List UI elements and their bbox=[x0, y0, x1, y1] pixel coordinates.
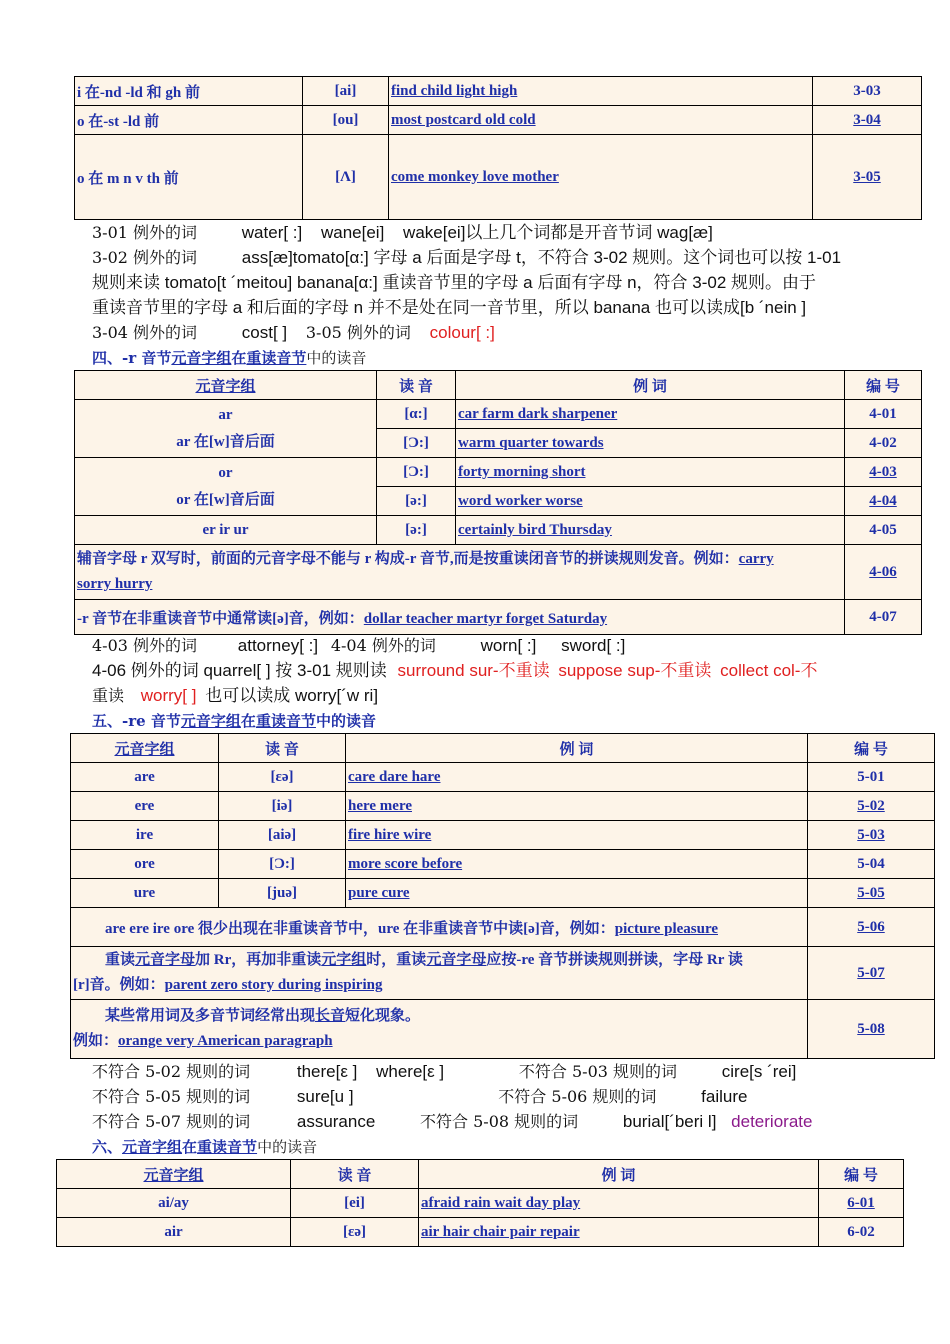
example-words[interactable]: come monkey love mother bbox=[389, 135, 813, 220]
table-row bbox=[71, 1000, 935, 1059]
phonetic: [ai] bbox=[303, 77, 389, 106]
example-words[interactable]: more score before bbox=[346, 850, 808, 879]
table-header bbox=[71, 734, 935, 763]
rule-code[interactable]: 5-08 bbox=[808, 1000, 935, 1059]
table-row bbox=[71, 792, 935, 821]
table-section-4 bbox=[74, 370, 922, 635]
header-example: 例 词 bbox=[419, 1160, 819, 1189]
table-row bbox=[75, 600, 922, 635]
example-words[interactable]: orange very American paragraph bbox=[118, 1033, 333, 1049]
table-row bbox=[71, 947, 935, 1000]
table-row bbox=[57, 1189, 904, 1218]
table-section-6 bbox=[56, 1159, 904, 1247]
example-words[interactable]: forty morning short bbox=[456, 458, 845, 487]
table-row bbox=[57, 1218, 904, 1247]
header-code: 编 号 bbox=[808, 734, 935, 763]
table-row bbox=[71, 908, 935, 947]
table-row bbox=[75, 516, 922, 545]
rule-code[interactable]: 5-05 bbox=[808, 879, 935, 908]
phonetic: [ə:] bbox=[377, 516, 456, 545]
example-words[interactable]: certainly bird Thursday bbox=[456, 516, 845, 545]
table-row bbox=[71, 763, 935, 792]
header-example: 例 词 bbox=[456, 371, 845, 400]
header-phon: 读 音 bbox=[219, 734, 346, 763]
table-row bbox=[75, 77, 922, 106]
rule-description: are ere ire ore 很少出现在非重读音节中，ure 在非重读音节中读[ə]音，例如：picture pleasure bbox=[71, 908, 808, 947]
phonetic: [Ɔ:] bbox=[219, 850, 346, 879]
example-words[interactable]: word worker worse bbox=[456, 487, 845, 516]
table-row bbox=[75, 135, 922, 220]
example-words[interactable]: sorry hurry bbox=[77, 576, 153, 592]
table-row bbox=[75, 106, 922, 135]
table-row bbox=[71, 850, 935, 879]
example-words[interactable]: car farm dark sharpener bbox=[456, 400, 845, 429]
phonetic: [juə] bbox=[219, 879, 346, 908]
rule-code[interactable]: 5-06 bbox=[808, 908, 935, 947]
vowel-group: or or 在[w]音后面 bbox=[75, 458, 377, 516]
vowel-group: air bbox=[57, 1218, 291, 1247]
vowel-group: o 在-st -ld 前 bbox=[75, 106, 303, 135]
phonetic: [Ɔ:] bbox=[377, 458, 456, 487]
section-heading: 六、元音字组在重读音节中的读音 bbox=[92, 1138, 318, 1156]
rule-code[interactable]: 4-03 bbox=[845, 458, 922, 487]
example-words[interactable]: carry bbox=[738, 551, 774, 567]
rule-code: 6-02 bbox=[819, 1218, 904, 1247]
table-section-3 bbox=[74, 76, 922, 220]
table-row bbox=[71, 879, 935, 908]
vowel-group: ere bbox=[71, 792, 219, 821]
vowel-group: ire bbox=[71, 821, 219, 850]
exception-note: 4-03 例外的词 attorney[ :] 4-04 例外的词 worn[ :] sword[ :] bbox=[92, 636, 626, 655]
table-row bbox=[71, 821, 935, 850]
rule-code[interactable]: 5-07 bbox=[808, 947, 935, 1000]
rule-code[interactable]: 4-06 bbox=[845, 545, 922, 600]
section-heading: 五、-re 音节元音字组在重读音节中的读音 bbox=[92, 712, 376, 730]
phonetic: [aiə] bbox=[219, 821, 346, 850]
phonetic: [iə] bbox=[219, 792, 346, 821]
exception-note: 3-04 例外的词 cost[ ] 3-05 例外的词 colour[ :] bbox=[92, 323, 495, 342]
vowel-group: er ir ur bbox=[75, 516, 377, 545]
exception-note: 3-01 例外的词 water[ :] wane[ei] wake[ei]以上几个词都是开音节词 wag[æ] bbox=[92, 223, 713, 242]
section-heading: 四、-r 音节元音字组在重读音节中的读音 bbox=[92, 349, 367, 367]
rule-code[interactable]: 6-01 bbox=[819, 1189, 904, 1218]
vowel-group: ai/ay bbox=[57, 1189, 291, 1218]
phonetic: [εə] bbox=[219, 763, 346, 792]
note-text: 重读音节里的字母 a 和后面的字母 n 并不是处在同一音节里，所以 banana 也可以读成[b ´nein ] bbox=[92, 298, 807, 317]
example-words[interactable]: care dare hare bbox=[346, 763, 808, 792]
rule-code: 5-04 bbox=[808, 850, 935, 879]
example-words[interactable]: parent zero story during inspiring bbox=[164, 977, 383, 993]
phonetic: [ə:] bbox=[377, 487, 456, 516]
example-words[interactable]: most postcard old cold bbox=[389, 106, 813, 135]
example-words[interactable]: here mere bbox=[346, 792, 808, 821]
header-phon: 读 音 bbox=[291, 1160, 419, 1189]
exception-note: 4-06 例外的词 quarrel[ ] 按 3-01 规则读 surround sur-不重读 suppose sup-不重读 collect col-不 bbox=[92, 661, 818, 680]
table-row bbox=[75, 458, 922, 487]
vowel-group: ar ar 在[w]音后面 bbox=[75, 400, 377, 458]
exception-note: 不符合 5-02 规则的词 there[ε ] where[ε ] 不符合 5-03 规则的词 cire[s ´rei] bbox=[92, 1062, 797, 1081]
example-words[interactable]: air hair chair pair repair bbox=[419, 1218, 819, 1247]
rule-code: 3-03 bbox=[813, 77, 922, 106]
rule-code: 4-07 bbox=[845, 600, 922, 635]
phonetic: [Λ] bbox=[303, 135, 389, 220]
rule-code[interactable]: 5-02 bbox=[808, 792, 935, 821]
phonetic: [α:] bbox=[377, 400, 456, 429]
vowel-group: i 在-nd -ld 和 gh 前 bbox=[75, 77, 303, 106]
exception-note: 3-02 例外的词 ass[æ]tomato[α:] 字母 a 后面是字母 t，不符合 3-02 规则。这个词也可以按 1-01 bbox=[92, 248, 842, 267]
table-section-5 bbox=[70, 733, 935, 1059]
rule-code: 4-02 bbox=[845, 429, 922, 458]
note-text: 规则来读 tomato[t ´meitou] banana[α:] 重读音节里的字母 a 后面有字母 n，符合 3-02 规则。由于 bbox=[92, 273, 816, 292]
header-group[interactable]: 元音字组 bbox=[75, 371, 377, 400]
header-code: 编 号 bbox=[819, 1160, 904, 1189]
phonetic: [ei] bbox=[291, 1189, 419, 1218]
rule-code: 4-01 bbox=[845, 400, 922, 429]
example-words[interactable]: afraid rain wait day play bbox=[419, 1189, 819, 1218]
header-group[interactable]: 元音字组 bbox=[71, 734, 219, 763]
rule-description: 重读元音字母加 Rr，再加非重读元字组时，重读元音字母应按-re 音节拼读规则拼读，字母 Rr 读 [r]音。例如：parent zero story during inspiring bbox=[71, 947, 808, 1000]
vowel-group: ure bbox=[71, 879, 219, 908]
table-row bbox=[75, 545, 922, 600]
vowel-group: o 在 m n v th 前 bbox=[75, 135, 303, 220]
table-header bbox=[57, 1160, 904, 1189]
example-words[interactable]: dollar teacher martyr forget Saturday bbox=[363, 610, 608, 627]
vowel-group: ore bbox=[71, 850, 219, 879]
rule-code: 5-01 bbox=[808, 763, 935, 792]
header-code: 编 号 bbox=[845, 371, 922, 400]
rule-code: 4-05 bbox=[845, 516, 922, 545]
exception-note: 重读 worry[ ] 也可以读成 worry[´w ri] bbox=[92, 686, 379, 705]
rule-description: 某些常用词及多音节词经常出现长音短化现象。 例如：orange very American paragraph bbox=[71, 1000, 808, 1059]
header-example: 例 词 bbox=[346, 734, 808, 763]
example-words[interactable]: picture pleasure bbox=[614, 920, 718, 937]
rule-code[interactable]: 4-04 bbox=[845, 487, 922, 516]
vowel-group: are bbox=[71, 763, 219, 792]
header-group[interactable]: 元音字组 bbox=[57, 1160, 291, 1189]
phonetic: [ou] bbox=[303, 106, 389, 135]
table-header bbox=[75, 371, 922, 400]
example-words[interactable]: pure cure bbox=[346, 879, 808, 908]
phonetic: [εə] bbox=[291, 1218, 419, 1247]
rule-description: 辅音字母 r 双写时，前面的元音字母不能与 r 构成-r 音节,而是按重读闭音节的拼读规则发音。例如：carry sorry hurry bbox=[75, 545, 845, 600]
example-words[interactable]: find child light high bbox=[389, 77, 813, 106]
header-phon: 读 音 bbox=[377, 371, 456, 400]
example-words[interactable]: fire hire wire bbox=[346, 821, 808, 850]
rule-code[interactable]: 3-05 bbox=[813, 135, 922, 220]
example-words[interactable]: warm quarter towards bbox=[456, 429, 845, 458]
exception-note: 不符合 5-07 规则的词 assurance 不符合 5-08 规则的词 burial[´beri l] deteriorate bbox=[92, 1112, 813, 1131]
rule-description: -r 音节在非重读音节中通常读[ə]音，例如：dollar teacher martyr forget Saturday bbox=[75, 600, 845, 635]
rule-code[interactable]: 3-04 bbox=[813, 106, 922, 135]
table-row bbox=[75, 400, 922, 429]
phonetic: [Ɔ:] bbox=[377, 429, 456, 458]
exception-note: 不符合 5-05 规则的词 sure[u ] 不符合 5-06 规则的词 failure bbox=[92, 1087, 748, 1106]
rule-code[interactable]: 5-03 bbox=[808, 821, 935, 850]
